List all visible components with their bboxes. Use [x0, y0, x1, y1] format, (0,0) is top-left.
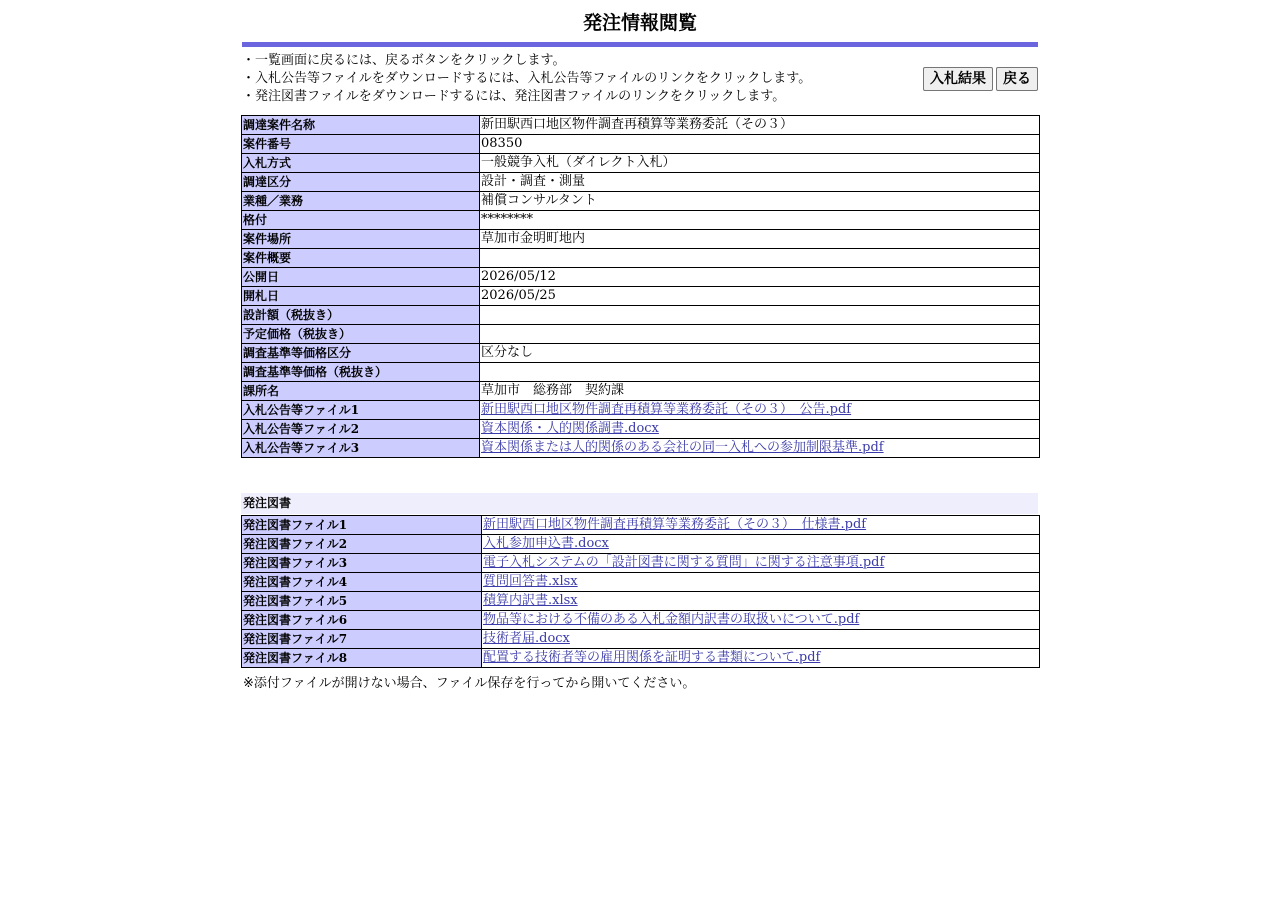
row-label: 課所名	[242, 382, 480, 401]
documents-section-title: 発注図書	[241, 493, 1038, 514]
file-download-link[interactable]: 資本関係・人的関係調書.docx	[481, 421, 659, 436]
row-value: 2026/05/25	[481, 288, 556, 303]
row-label: 入札公告等ファイル3	[242, 439, 480, 458]
table-row	[242, 230, 1040, 249]
file-download-link[interactable]: 技術者届.docx	[483, 631, 570, 646]
row-value-cell	[480, 173, 1040, 192]
row-value-cell	[480, 420, 1040, 439]
file-download-link[interactable]: 新田駅西口地区物件調査再積算等業務委託（その３） 仕様書.pdf	[483, 517, 867, 532]
file-download-link[interactable]: 質問回答書.xlsx	[483, 574, 578, 589]
file-download-link[interactable]: 積算内訳書.xlsx	[483, 593, 578, 608]
row-value: 2026/05/12	[481, 269, 556, 284]
table-row	[242, 573, 1040, 592]
row-value: 設計・調査・測量	[481, 174, 586, 189]
row-label: 業種／業務	[242, 192, 480, 211]
table-row	[242, 592, 1040, 611]
file-download-link[interactable]: 物品等における不備のある入札金額内訳書の取扱いについて.pdf	[483, 612, 860, 627]
row-value-cell	[480, 306, 1040, 325]
table-row	[242, 287, 1040, 306]
row-label: 公開日	[242, 268, 480, 287]
row-value-cell	[482, 630, 1040, 649]
row-label: 入札公告等ファイル2	[242, 420, 480, 439]
row-label: 開札日	[242, 287, 480, 306]
row-value-cell	[480, 363, 1040, 382]
file-download-link[interactable]: 配置する技術者等の雇用関係を証明する書類について.pdf	[483, 650, 821, 665]
row-value: 一般競争入札（ダイレクト入札）	[481, 155, 676, 170]
table-row	[242, 382, 1040, 401]
row-label: 案件番号	[242, 135, 480, 154]
row-value-cell	[480, 268, 1040, 287]
row-value-cell	[482, 516, 1040, 535]
row-label: 調達区分	[242, 173, 480, 192]
table-row	[242, 192, 1040, 211]
row-label: 発注図書ファイル3	[242, 554, 482, 573]
row-label: 設計額（税抜き）	[242, 306, 480, 325]
row-label: 発注図書ファイル5	[242, 592, 482, 611]
row-value-cell	[482, 592, 1040, 611]
table-row	[242, 420, 1040, 439]
row-value: 草加市 総務部 契約課	[481, 383, 625, 398]
row-label: 格付	[242, 211, 480, 230]
row-value-cell	[482, 535, 1040, 554]
row-value-cell	[482, 649, 1040, 668]
instructions	[242, 52, 811, 106]
row-value-cell	[480, 439, 1040, 458]
table-row	[242, 516, 1040, 535]
row-label: 発注図書ファイル8	[242, 649, 482, 668]
bid-result-button[interactable]: 入札結果	[923, 67, 993, 91]
row-value-cell	[480, 344, 1040, 363]
row-value-cell	[480, 154, 1040, 173]
row-value-cell	[480, 135, 1040, 154]
table-row	[242, 268, 1040, 287]
attachment-note: ※添付ファイルが開けない場合、ファイル保存を行ってから開いてください。	[243, 676, 696, 691]
row-label: 調達案件名称	[242, 116, 480, 135]
row-value-cell	[482, 554, 1040, 573]
row-value-cell	[480, 382, 1040, 401]
table-row	[242, 154, 1040, 173]
row-value-cell	[480, 401, 1040, 420]
row-value-cell	[482, 573, 1040, 592]
file-download-link[interactable]: 新田駅西口地区物件調査再積算等業務委託（その３） 公告.pdf	[481, 402, 852, 417]
file-download-link[interactable]: 入札参加申込書.docx	[483, 536, 609, 551]
table-row	[242, 173, 1040, 192]
row-value-cell	[480, 116, 1040, 135]
details-table	[241, 115, 1040, 458]
instruction-line: ・一覧画面に戻るには、戻るボタンをクリックします。	[242, 53, 566, 68]
row-label: 発注図書ファイル7	[242, 630, 482, 649]
table-row	[242, 554, 1040, 573]
table-row	[242, 116, 1040, 135]
row-value-cell	[480, 249, 1040, 268]
row-value: 草加市金明町地内	[481, 231, 586, 246]
row-value-cell	[480, 211, 1040, 230]
row-value: 区分なし	[481, 345, 534, 360]
table-row	[242, 211, 1040, 230]
row-label: 調査基準等価格区分	[242, 344, 480, 363]
table-row	[242, 611, 1040, 630]
table-row	[242, 306, 1040, 325]
table-row	[242, 439, 1040, 458]
table-row	[242, 535, 1040, 554]
row-label: 発注図書ファイル6	[242, 611, 482, 630]
row-label: 予定価格（税抜き）	[242, 325, 480, 344]
row-label: 発注図書ファイル4	[242, 573, 482, 592]
documents-table	[241, 515, 1040, 668]
table-row	[242, 363, 1040, 382]
row-value: 新田駅西口地区物件調査再積算等業務委託（その３）	[481, 117, 794, 132]
row-label: 入札方式	[242, 154, 480, 173]
instruction-area	[241, 47, 1039, 115]
row-value-cell	[480, 287, 1040, 306]
page-title: 発注情報閲覧	[582, 12, 697, 34]
row-label: 発注図書ファイル1	[242, 516, 482, 535]
row-value: ********	[481, 212, 533, 227]
page-container	[241, 0, 1039, 691]
row-value-cell	[482, 611, 1040, 630]
table-row	[242, 649, 1040, 668]
row-label: 案件概要	[242, 249, 480, 268]
file-download-link[interactable]: 電子入札システムの「設計図書に関する質問」に関する注意事項.pdf	[483, 555, 885, 570]
back-button[interactable]: 戻る	[996, 67, 1038, 91]
row-value: 補償コンサルタント	[481, 193, 597, 208]
table-row	[242, 135, 1040, 154]
row-label: 調査基準等価格（税抜き）	[242, 363, 480, 382]
table-row	[242, 630, 1040, 649]
row-value-cell	[480, 230, 1040, 249]
row-value-cell	[480, 325, 1040, 344]
row-value: 08350	[481, 136, 523, 151]
row-value-cell	[480, 192, 1040, 211]
table-row	[242, 325, 1040, 344]
table-row	[242, 401, 1040, 420]
row-label: 入札公告等ファイル1	[242, 401, 480, 420]
table-row	[242, 344, 1040, 363]
file-download-link[interactable]: 資本関係または人的関係のある会社の同一入札への参加制限基準.pdf	[481, 440, 884, 455]
instruction-line: ・発注図書ファイルをダウンロードするには、発注図書ファイルのリンクをクリックします。	[242, 89, 786, 104]
table-row	[242, 249, 1040, 268]
button-group	[923, 67, 1038, 91]
row-label: 発注図書ファイル2	[242, 535, 482, 554]
row-label: 案件場所	[242, 230, 480, 249]
instruction-line: ・入札公告等ファイルをダウンロードするには、入札公告等ファイルのリンクをクリックします。	[242, 71, 812, 86]
